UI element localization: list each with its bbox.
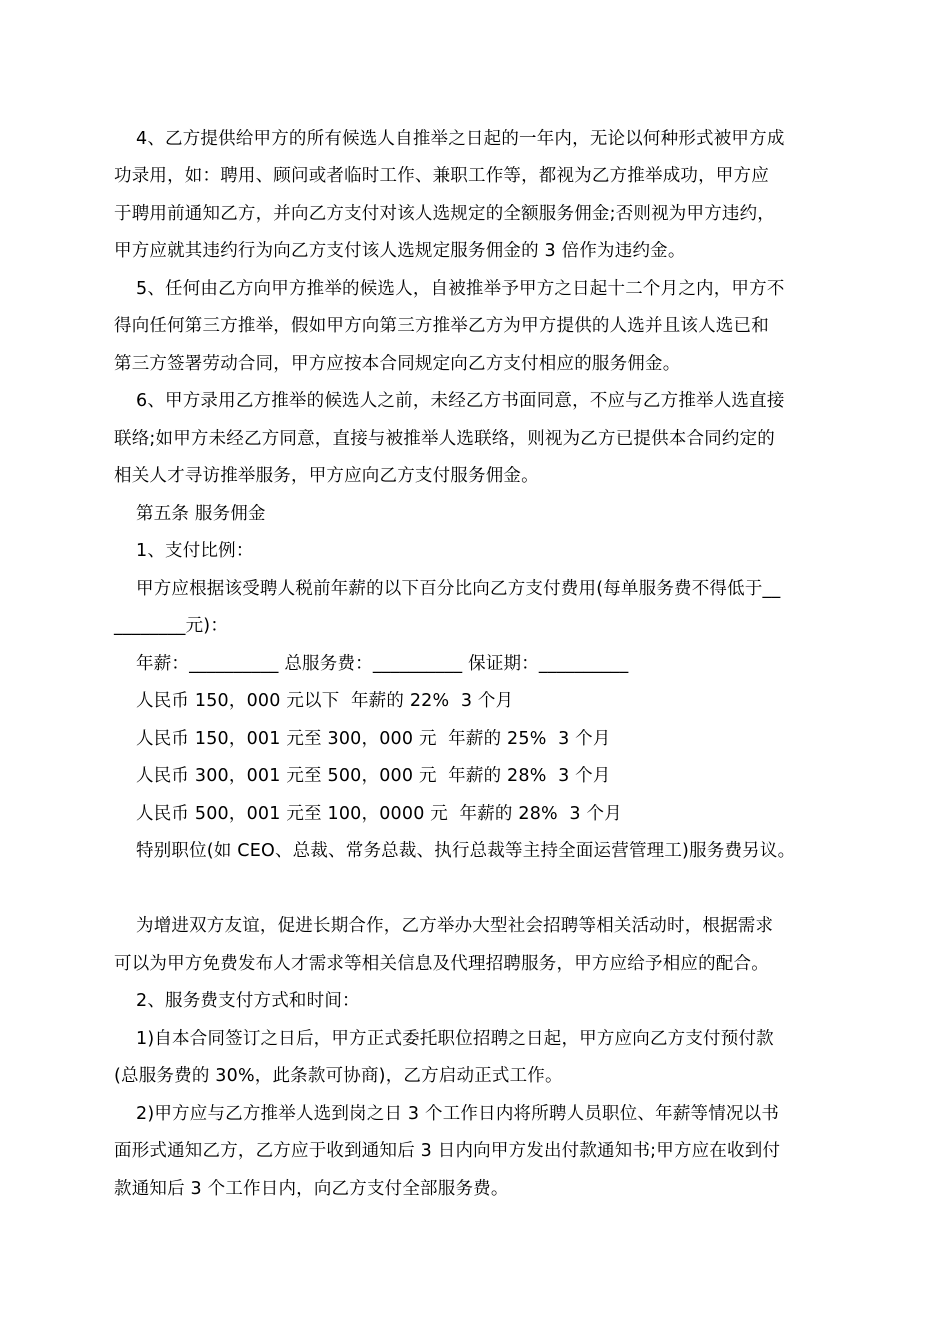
clause-5-line-2: 得向任何第三方推举，假如甲方向第三方推举乙方为甲方提供的人选并且该人选已和 xyxy=(114,316,769,336)
pay-method-2-line-1: 2)甲方应与乙方推举人选到岗之日 3 个工作日内将所聘人员职位、年薪等情况以书 xyxy=(136,1104,780,1124)
pay-method-2-line-2: 面形式通知乙方，乙方应于收到通知后 3 日内向甲方发出付款通知书;甲方应在收到付 xyxy=(114,1141,781,1161)
clause-6-line-3: 相关人才寻访推举服务，甲方应向乙方支付服务佣金。 xyxy=(114,466,539,486)
fee-tier-3: 人民币 300，001 元至 500，000 元 年薪的 28% 3 个月 xyxy=(136,766,611,786)
clause-4-line-2: 功录用，如：聘用、顾问或者临时工作、兼职工作等，都视为乙方推举成功，甲方应 xyxy=(114,166,769,186)
fee-tier-2: 人民币 150，001 元至 300，000 元 年薪的 25% 3 个月 xyxy=(136,729,611,749)
pay-ratio-text-line-2: ________元)： xyxy=(114,616,229,636)
friendship-line-1: 为增进双方友谊，促进长期合作，乙方举办大型社会招聘等相关活动时，根据需求 xyxy=(136,916,774,936)
fee-tier-1: 人民币 150，000 元以下 年薪的 22% 3 个月 xyxy=(136,691,514,711)
fee-fields: 年薪：__________ 总服务费：__________ 保证期：__________ xyxy=(136,654,629,674)
clause-4-line-3: 于聘用前通知乙方，并向乙方支付对该人选规定的全额服务佣金;否则视为甲方违约， xyxy=(114,204,775,224)
clause-6-line-1: 6、甲方录用乙方推举的候选人之前，未经乙方书面同意，不应与乙方推举人选直接 xyxy=(136,391,785,411)
special-positions: 特别职位(如 CEO、总裁、常务总裁、执行总裁等主持全面运营管理工)服务费另议。 xyxy=(136,841,796,861)
friendship-line-2: 可以为甲方免费发布人才需求等相关信息及代理招聘服务，甲方应给予相应的配合。 xyxy=(114,954,769,974)
pay-method-2-line-3: 款通知后 3 个工作日内，向乙方支付全部服务费。 xyxy=(114,1179,509,1199)
clause-6-line-2: 联络;如甲方未经乙方同意，直接与被推举人选联络，则视为乙方已提供本合同约定的 xyxy=(114,429,775,449)
clause-5-line-3: 第三方签署劳动合同，甲方应按本合同规定向乙方支付相应的服务佣金。 xyxy=(114,354,681,374)
pay-ratio-text-line-1: 甲方应根据该受聘人税前年薪的以下百分比向乙方支付费用(每单服务费不得低于__ xyxy=(136,579,781,599)
clause-5-line-1: 5、任何由乙方向甲方推举的候选人，自被推举予甲方之日起十二个月之内，甲方不 xyxy=(136,279,785,299)
pay-ratio-title: 1、支付比例： xyxy=(136,541,254,561)
pay-method-1-line-2: (总服务费的 30%，此条款可协商)，乙方启动正式工作。 xyxy=(114,1066,563,1086)
pay-method-1-line-1: 1)自本合同签订之日后，甲方正式委托职位招聘之日起，甲方应向乙方支付预付款 xyxy=(136,1029,774,1049)
fee-tier-4: 人民币 500，001 元至 100，0000 元 年薪的 28% 3 个月 xyxy=(136,804,622,824)
article-5-title: 第五条 服务佣金 xyxy=(136,504,266,524)
clause-4-line-4: 甲方应就其违约行为向乙方支付该人选规定服务佣金的 3 倍作为违约金。 xyxy=(114,241,686,261)
clause-4-line-1: 4、乙方提供给甲方的所有候选人自推举之日起的一年内，无论以何种形式被甲方成 xyxy=(136,129,785,149)
pay-method-title: 2、服务费支付方式和时间： xyxy=(136,991,360,1011)
